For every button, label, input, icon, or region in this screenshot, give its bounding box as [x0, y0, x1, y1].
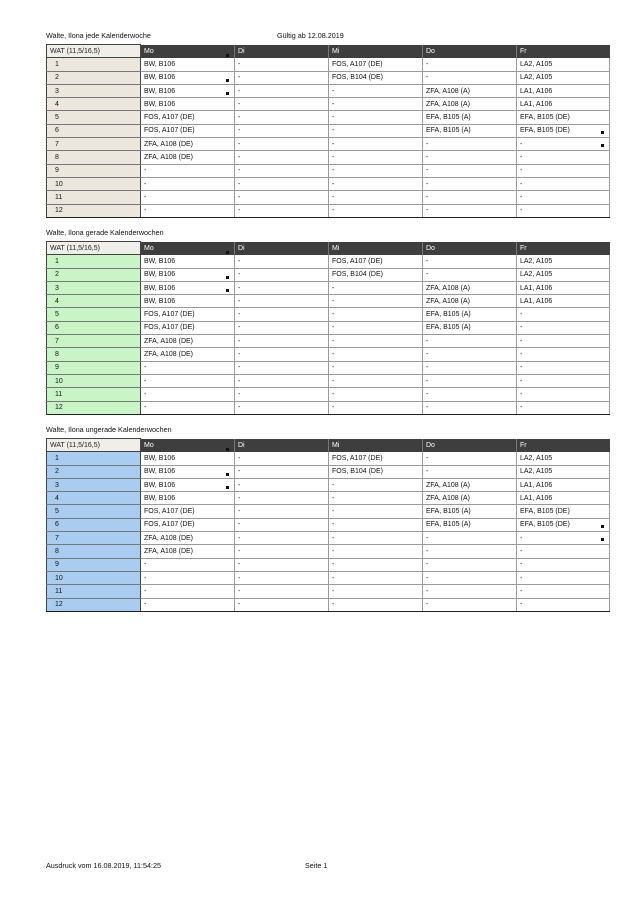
lesson-cell: ZFA, A108 (DE): [141, 348, 235, 361]
table-row: [47, 111, 610, 124]
table-row: [47, 558, 610, 571]
lesson-cell: -: [235, 348, 329, 361]
timetable: [46, 241, 610, 415]
lesson-cell: -: [235, 164, 329, 177]
lesson-cell: BW, B106: [141, 492, 235, 505]
lesson-cell: -: [423, 598, 517, 611]
lesson-cell: EFA, B105 (A): [423, 111, 517, 124]
lesson-cell: -: [235, 585, 329, 598]
period-cell: 11: [47, 388, 141, 401]
table-row: [47, 177, 610, 190]
lesson-cell: BW, B106: [141, 71, 235, 84]
lesson-cell: ZFA, A108 (DE): [141, 545, 235, 558]
lesson-cell: -: [423, 268, 517, 281]
lesson-cell: -: [517, 374, 610, 387]
day-column-header: Mo: [141, 45, 235, 58]
lesson-cell: FOS, A107 (DE): [329, 58, 423, 71]
period-cell: 5: [47, 308, 141, 321]
lesson-cell: -: [517, 401, 610, 414]
lesson-cell: -: [235, 124, 329, 137]
period-cell: 4: [47, 295, 141, 308]
table-row: [47, 388, 610, 401]
lesson-cell: -: [423, 204, 517, 217]
lesson-cell: -: [141, 558, 235, 571]
period-cell: 10: [47, 571, 141, 584]
lesson-cell: -: [235, 452, 329, 465]
lesson-cell: -: [517, 321, 610, 334]
table-row: [47, 545, 610, 558]
lesson-cell: EFA, B105 (DE): [517, 518, 610, 531]
cell-marker: [226, 289, 229, 292]
period-cell: 1: [47, 58, 141, 71]
lesson-cell: -: [141, 374, 235, 387]
table-row: [47, 348, 610, 361]
lesson-cell: -: [517, 164, 610, 177]
table-row: [47, 58, 610, 71]
lesson-cell: BW, B106: [141, 98, 235, 111]
lesson-cell: -: [235, 71, 329, 84]
lesson-cell: LA1, A106: [517, 98, 610, 111]
lesson-cell: -: [329, 321, 423, 334]
lesson-cell: FOS, A107 (DE): [329, 452, 423, 465]
lesson-cell: -: [235, 177, 329, 190]
lesson-cell: -: [329, 151, 423, 164]
lesson-cell: -: [329, 164, 423, 177]
lesson-cell: -: [235, 505, 329, 518]
lesson-cell: -: [517, 545, 610, 558]
lesson-cell: -: [329, 532, 423, 545]
lesson-cell: -: [141, 191, 235, 204]
lesson-cell: -: [423, 465, 517, 478]
day-column-header: Mi: [329, 45, 423, 58]
lesson-cell: -: [235, 84, 329, 97]
lesson-cell: -: [329, 177, 423, 190]
timetable: [46, 44, 610, 218]
lesson-cell: ZFA, A108 (A): [423, 98, 517, 111]
lesson-cell: -: [517, 204, 610, 217]
table-row: [47, 361, 610, 374]
lesson-cell: -: [235, 545, 329, 558]
lesson-cell: -: [423, 545, 517, 558]
lesson-cell: EFA, B105 (A): [423, 308, 517, 321]
lesson-cell: -: [235, 308, 329, 321]
lesson-cell: EFA, B105 (DE): [517, 124, 610, 137]
lesson-cell: -: [235, 255, 329, 268]
period-cell: 9: [47, 164, 141, 177]
lesson-cell: -: [517, 571, 610, 584]
lesson-cell: -: [235, 558, 329, 571]
lesson-cell: BW, B106: [141, 452, 235, 465]
lesson-cell: FOS, A107 (DE): [141, 308, 235, 321]
period-cell: 8: [47, 348, 141, 361]
timetable-section: [46, 425, 609, 612]
period-cell: 6: [47, 321, 141, 334]
timetable: [46, 438, 610, 612]
lesson-cell: -: [141, 177, 235, 190]
day-column-header: Mo: [141, 439, 235, 452]
lesson-cell: -: [141, 164, 235, 177]
lesson-cell: FOS, A107 (DE): [141, 518, 235, 531]
period-cell: 7: [47, 138, 141, 151]
lesson-cell: LA2, A105: [517, 268, 610, 281]
period-cell: 5: [47, 111, 141, 124]
lesson-cell: -: [517, 348, 610, 361]
lesson-cell: -: [423, 335, 517, 348]
lesson-cell: -: [235, 98, 329, 111]
period-cell: 8: [47, 151, 141, 164]
table-row: [47, 401, 610, 414]
lesson-cell: -: [423, 388, 517, 401]
table-row: [47, 124, 610, 137]
cell-marker: [601, 131, 604, 134]
table-row: [47, 505, 610, 518]
lesson-cell: LA2, A105: [517, 452, 610, 465]
lesson-cell: LA2, A105: [517, 58, 610, 71]
lesson-cell: -: [235, 295, 329, 308]
period-column-header: WAT (11,5/16,5): [47, 242, 141, 255]
lesson-cell: -: [329, 295, 423, 308]
lesson-cell: BW, B106: [141, 478, 235, 491]
table-row: [47, 295, 610, 308]
lesson-cell: -: [517, 151, 610, 164]
lesson-cell: -: [235, 281, 329, 294]
lesson-cell: -: [517, 335, 610, 348]
lesson-cell: -: [235, 268, 329, 281]
lesson-cell: FOS, A107 (DE): [141, 111, 235, 124]
lesson-cell: -: [235, 465, 329, 478]
table-row: [47, 84, 610, 97]
day-column-header: Fr: [517, 45, 610, 58]
lesson-cell: EFA, B105 (A): [423, 124, 517, 137]
period-cell: 11: [47, 585, 141, 598]
table-row: [47, 518, 610, 531]
section-title: Walte, Ilona gerade Kalenderwochen: [46, 228, 164, 237]
lesson-cell: -: [517, 388, 610, 401]
day-column-header: Do: [423, 242, 517, 255]
day-column-header: Mi: [329, 242, 423, 255]
lesson-cell: BW, B106: [141, 268, 235, 281]
period-cell: 12: [47, 204, 141, 217]
lesson-cell: -: [329, 571, 423, 584]
lesson-cell: -: [517, 138, 610, 151]
lesson-cell: -: [235, 401, 329, 414]
lesson-cell: -: [329, 308, 423, 321]
cell-marker: [226, 79, 229, 82]
lesson-cell: -: [141, 571, 235, 584]
lesson-cell: -: [329, 348, 423, 361]
period-cell: 6: [47, 124, 141, 137]
period-cell: 2: [47, 71, 141, 84]
table-row: [47, 374, 610, 387]
period-cell: 11: [47, 191, 141, 204]
lesson-cell: BW, B106: [141, 84, 235, 97]
period-cell: 4: [47, 98, 141, 111]
period-cell: 1: [47, 255, 141, 268]
cell-marker: [226, 92, 229, 95]
period-column-header: WAT (11,5/16,5): [47, 439, 141, 452]
lesson-cell: ZFA, A108 (DE): [141, 138, 235, 151]
lesson-cell: LA1, A106: [517, 478, 610, 491]
lesson-cell: EFA, B105 (DE): [517, 505, 610, 518]
lesson-cell: -: [235, 492, 329, 505]
lesson-cell: -: [235, 335, 329, 348]
lesson-cell: -: [329, 84, 423, 97]
lesson-cell: BW, B106: [141, 281, 235, 294]
cell-marker: [601, 538, 604, 541]
lesson-cell: -: [235, 151, 329, 164]
lesson-cell: -: [235, 58, 329, 71]
lesson-cell: FOS, A107 (DE): [141, 321, 235, 334]
table-row: [47, 532, 610, 545]
lesson-cell: -: [329, 374, 423, 387]
lesson-cell: FOS, A107 (DE): [329, 255, 423, 268]
lesson-cell: -: [517, 558, 610, 571]
lesson-cell: -: [423, 348, 517, 361]
period-cell: 9: [47, 558, 141, 571]
lesson-cell: -: [423, 255, 517, 268]
day-column-header: Di: [235, 45, 329, 58]
lesson-cell: -: [329, 111, 423, 124]
period-cell: 12: [47, 598, 141, 611]
table-row: [47, 321, 610, 334]
table-row: [47, 308, 610, 321]
table-row: [47, 191, 610, 204]
lesson-cell: -: [141, 598, 235, 611]
lesson-cell: -: [517, 177, 610, 190]
lesson-cell: -: [423, 71, 517, 84]
lesson-cell: ZFA, A108 (A): [423, 478, 517, 491]
lesson-cell: -: [141, 585, 235, 598]
lesson-cell: FOS, A107 (DE): [141, 124, 235, 137]
period-cell: 3: [47, 281, 141, 294]
period-cell: 8: [47, 545, 141, 558]
lesson-cell: -: [423, 532, 517, 545]
lesson-cell: -: [235, 138, 329, 151]
lesson-cell: -: [423, 401, 517, 414]
table-row: [47, 281, 610, 294]
cell-marker: [226, 251, 229, 254]
period-column-header: WAT (11,5/16,5): [47, 45, 141, 58]
period-cell: 3: [47, 84, 141, 97]
lesson-cell: -: [517, 308, 610, 321]
lesson-cell: BW, B106: [141, 58, 235, 71]
lesson-cell: EFA, B105 (DE): [517, 111, 610, 124]
lesson-cell: -: [329, 388, 423, 401]
lesson-cell: ZFA, A108 (DE): [141, 335, 235, 348]
lesson-cell: -: [517, 532, 610, 545]
lesson-cell: -: [329, 478, 423, 491]
period-cell: 2: [47, 268, 141, 281]
lesson-cell: LA2, A105: [517, 71, 610, 84]
lesson-cell: -: [517, 585, 610, 598]
lesson-cell: -: [329, 138, 423, 151]
period-cell: 6: [47, 518, 141, 531]
lesson-cell: BW, B106: [141, 255, 235, 268]
table-row: [47, 585, 610, 598]
lesson-cell: -: [235, 388, 329, 401]
lesson-cell: -: [423, 138, 517, 151]
day-column-header: Do: [423, 45, 517, 58]
lesson-cell: -: [423, 191, 517, 204]
lesson-cell: -: [329, 335, 423, 348]
period-cell: 5: [47, 505, 141, 518]
day-column-header: Do: [423, 439, 517, 452]
lesson-cell: FOS, A107 (DE): [141, 505, 235, 518]
section-title: Walte, Ilona ungerade Kalenderwochen: [46, 425, 172, 434]
page-number: Seite 1: [305, 861, 328, 870]
period-cell: 7: [47, 532, 141, 545]
lesson-cell: LA1, A106: [517, 295, 610, 308]
day-column-header: Di: [235, 242, 329, 255]
lesson-cell: LA1, A106: [517, 281, 610, 294]
table-row: [47, 204, 610, 217]
lesson-cell: -: [329, 401, 423, 414]
lesson-cell: ZFA, A108 (A): [423, 84, 517, 97]
table-row: [47, 151, 610, 164]
period-cell: 2: [47, 465, 141, 478]
lesson-cell: -: [423, 452, 517, 465]
lesson-cell: LA1, A106: [517, 84, 610, 97]
lesson-cell: -: [235, 111, 329, 124]
lesson-cell: -: [235, 478, 329, 491]
period-cell: 9: [47, 361, 141, 374]
period-cell: 1: [47, 452, 141, 465]
lesson-cell: -: [235, 321, 329, 334]
lesson-cell: -: [423, 571, 517, 584]
period-cell: 10: [47, 374, 141, 387]
lesson-cell: EFA, B105 (A): [423, 518, 517, 531]
table-row: [47, 164, 610, 177]
lesson-cell: -: [235, 374, 329, 387]
lesson-cell: -: [235, 361, 329, 374]
section-title: Walte, Ilona jede Kalenderwoche: [46, 31, 151, 40]
lesson-cell: -: [423, 374, 517, 387]
lesson-cell: FOS, B104 (DE): [329, 71, 423, 84]
lesson-cell: ZFA, A108 (A): [423, 492, 517, 505]
lesson-cell: ZFA, A108 (DE): [141, 532, 235, 545]
lesson-cell: BW, B106: [141, 465, 235, 478]
lesson-cell: LA2, A105: [517, 465, 610, 478]
lesson-cell: -: [423, 151, 517, 164]
lesson-cell: -: [423, 177, 517, 190]
table-row: [47, 335, 610, 348]
timetable-section: [46, 228, 609, 415]
day-column-header: Di: [235, 439, 329, 452]
lesson-cell: -: [329, 585, 423, 598]
lesson-cell: ZFA, A108 (DE): [141, 151, 235, 164]
lesson-cell: -: [329, 598, 423, 611]
lesson-cell: -: [329, 518, 423, 531]
period-cell: 12: [47, 401, 141, 414]
lesson-cell: -: [329, 545, 423, 558]
lesson-cell: -: [517, 361, 610, 374]
period-cell: 3: [47, 478, 141, 491]
lesson-cell: FOS, B104 (DE): [329, 465, 423, 478]
timetable-section: [46, 31, 609, 218]
table-row: [47, 571, 610, 584]
cell-marker: [601, 525, 604, 528]
lesson-cell: LA2, A105: [517, 255, 610, 268]
lesson-cell: -: [423, 58, 517, 71]
lesson-cell: -: [235, 598, 329, 611]
cell-marker: [226, 486, 229, 489]
lesson-cell: -: [235, 571, 329, 584]
lesson-cell: -: [423, 585, 517, 598]
lesson-cell: -: [235, 518, 329, 531]
cell-marker: [226, 54, 229, 57]
lesson-cell: -: [329, 558, 423, 571]
lesson-cell: -: [329, 361, 423, 374]
table-row: [47, 465, 610, 478]
lesson-cell: -: [329, 492, 423, 505]
lesson-cell: EFA, B105 (A): [423, 505, 517, 518]
lesson-cell: -: [329, 204, 423, 217]
lesson-cell: -: [329, 124, 423, 137]
lesson-cell: BW, B106: [141, 295, 235, 308]
day-column-header: Fr: [517, 242, 610, 255]
lesson-cell: EFA, B105 (A): [423, 321, 517, 334]
print-timestamp: Ausdruck vom 16.08.2019, 11:54:25: [46, 861, 161, 870]
lesson-cell: -: [423, 361, 517, 374]
table-row: [47, 138, 610, 151]
lesson-cell: -: [329, 505, 423, 518]
lesson-cell: -: [423, 558, 517, 571]
lesson-cell: -: [329, 98, 423, 111]
lesson-cell: ZFA, A108 (A): [423, 295, 517, 308]
period-cell: 10: [47, 177, 141, 190]
lesson-cell: -: [235, 532, 329, 545]
table-row: [47, 268, 610, 281]
table-row: [47, 492, 610, 505]
table-row: [47, 598, 610, 611]
day-column-header: Fr: [517, 439, 610, 452]
cell-marker: [226, 448, 229, 451]
lesson-cell: -: [141, 361, 235, 374]
valid-from-date: Gültig ab 12.08.2019: [277, 31, 344, 40]
lesson-cell: -: [517, 598, 610, 611]
lesson-cell: -: [141, 401, 235, 414]
table-row: [47, 478, 610, 491]
lesson-cell: -: [423, 164, 517, 177]
lesson-cell: FOS, B104 (DE): [329, 268, 423, 281]
lesson-cell: -: [517, 191, 610, 204]
lesson-cell: -: [141, 204, 235, 217]
table-row: [47, 71, 610, 84]
lesson-cell: -: [329, 191, 423, 204]
lesson-cell: -: [235, 191, 329, 204]
table-row: [47, 255, 610, 268]
lesson-cell: ZFA, A108 (A): [423, 281, 517, 294]
cell-marker: [226, 276, 229, 279]
cell-marker: [226, 473, 229, 476]
cell-marker: [601, 144, 604, 147]
day-column-header: Mi: [329, 439, 423, 452]
lesson-cell: -: [141, 388, 235, 401]
day-column-header: Mo: [141, 242, 235, 255]
table-row: [47, 98, 610, 111]
period-cell: 4: [47, 492, 141, 505]
lesson-cell: -: [329, 281, 423, 294]
lesson-cell: LA1, A106: [517, 492, 610, 505]
lesson-cell: -: [235, 204, 329, 217]
period-cell: 7: [47, 335, 141, 348]
table-row: [47, 452, 610, 465]
